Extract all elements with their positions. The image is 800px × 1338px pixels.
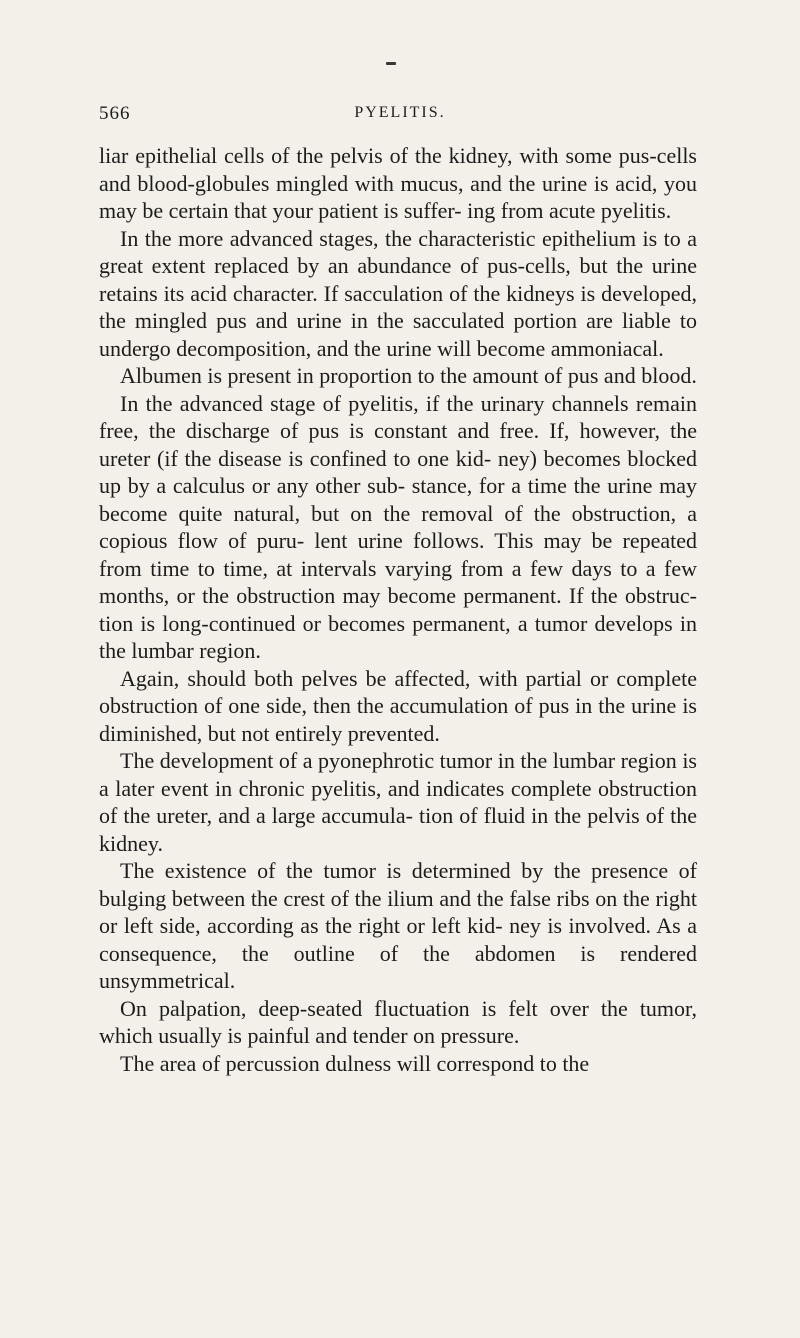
paragraph: The existence of the tumor is determined by the presence of bulging between the crest of the ilium and the false ribs on the right or left side, according as the right or left kid- ney is involved. As a consequence, the outline of the abdomen is rendered unsymmetrical. <box>99 858 697 993</box>
top-margin-mark <box>386 62 396 65</box>
paragraph: In the more advanced stages, the characteristic epithelium is to a great extent replaced by an abundance of pus-cells, but the urine retains its acid character. If sacculation of the kidneys is developed, the mingled pus and urine in the sacculated portion are liable to undergo decomposition, and the urine will become ammoniacal. <box>99 225 697 361</box>
paragraph: Albumen is present in proportion to the amount of pus and blood. <box>120 363 697 388</box>
paragraph: Again, should both pelves be affected, with partial or complete obstruction of one side, then the accumulation of pus in the urine is diminished, but not entirely prevented. <box>99 665 697 746</box>
paragraph: The area of percussion dulness will correspond to the <box>120 1050 590 1076</box>
paragraph: The development of a pyonephrotic tumor in the lumbar region is a later event in chronic pyelitis, and indicates complete obstruction of the ureter, and a large accumula- tion of fluid in the pelvis of the kidney. <box>99 748 697 856</box>
page-number: 566 <box>99 103 131 124</box>
paragraph: In the advanced stage of pyelitis, if the urinary channels remain free, the discharge of pus is constant and free. If, however, the ureter (if the disease is confined to one kid- ney) becomes blocked up by a calculus or any other sub- stance, for a time the urine may become quite natural, but on the removal of the obstruction, a copious flow of puru- lent urine follows. This may be repeated from time to time, at intervals varying from a few days to a few months, or the obstruction may become permanent. If the obstruc- tion is long-continued or becomes permanent, a tumor develops in the lumbar region. <box>99 390 697 663</box>
body-text <box>99 142 697 1077</box>
running-head: PYELITIS. <box>354 104 446 121</box>
paragraph: On palpation, deep-seated fluctuation is felt over the tumor, which usually is painful and tender on pressure. <box>99 995 697 1048</box>
paragraph: liar epithelial cells of the pelvis of the kidney, with some pus-cells and blood-globules mingled with mucus, and the urine is acid, you may be certain that your patient is suffer- ing from acute pyelitis. <box>99 143 697 223</box>
